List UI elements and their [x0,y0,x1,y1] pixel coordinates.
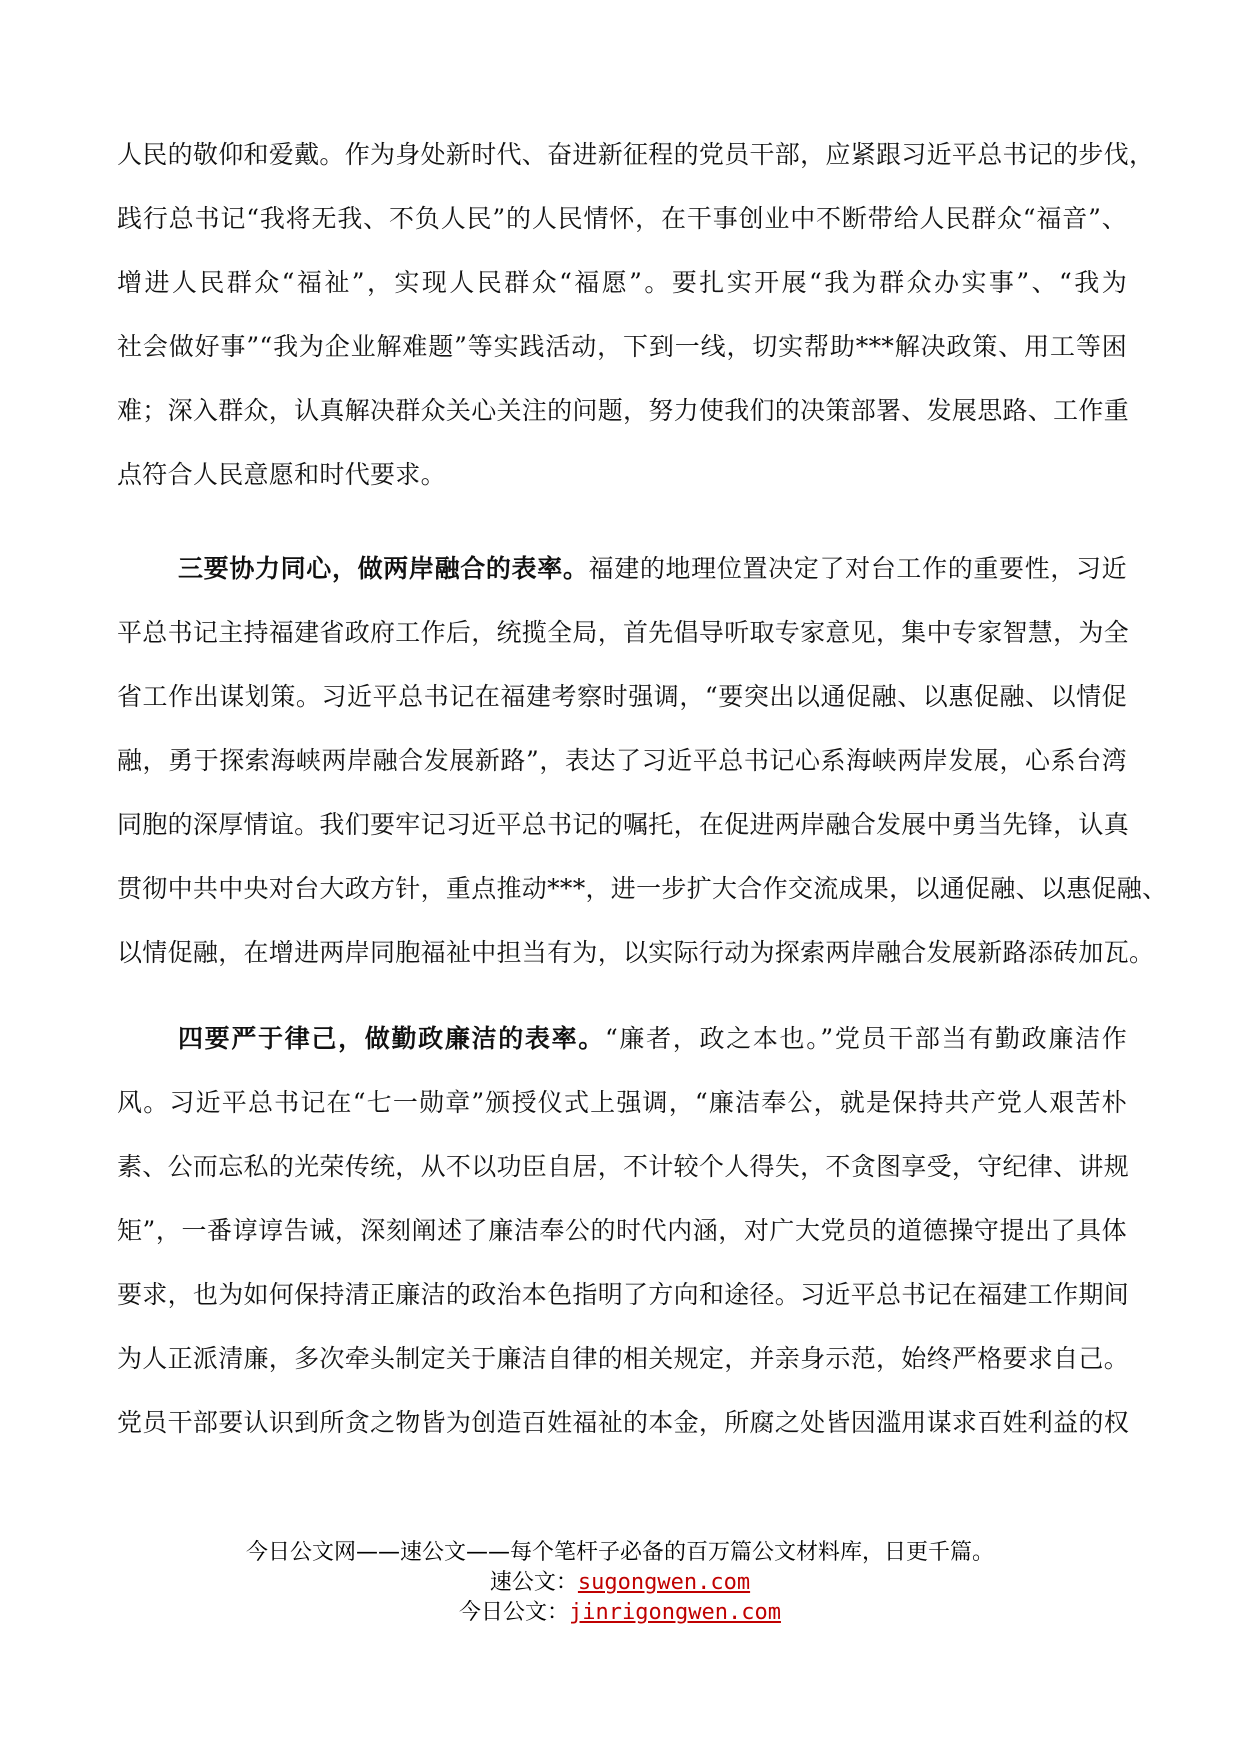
paragraph-3-line-5: 要求，也为如何保持清正廉洁的政治本色指明了方向和途径。习近平总书记在福建工作期间 [117,1280,1130,1309]
paragraph-1-line-3: 增进人民群众“福祉”，实现人民群众“福愿”。要扎实开展“我为群众办实事”、“我为 [117,268,1127,297]
paragraph-3-line-1 [178,1022,1127,1056]
paragraph-1-line-5: 难；深入群众，认真解决群众关心关注的问题，努力使我们的决策部署、发展思路、工作重 [117,396,1130,425]
paragraph-1-line-1: 人民的敬仰和爱戴。作为身处新时代、奋进新征程的党员干部，应紧跟习近平总书记的步伐， [117,140,1155,169]
paragraph-1-line-2: 践行总书记“我将无我、不负人民”的人民情怀，在干事创业中不断带给人民群众“福音”、 [117,204,1127,233]
footer-label-sugongwen: 速公文： [489,1570,578,1595]
paragraph-2-line-3: 省工作出谋划策。习近平总书记在福建考察时强调，“要突出以通促融、以惠促融、以情促 [117,682,1127,711]
footer-line-jinrigongwen [0,1598,1240,1628]
paragraph-2-line-1 [178,552,1127,586]
paragraph-2-line-4: 融，勇于探索海峡两岸融合发展新路”，表达了习近平总书记心系海峡两岸发展，心系台湾 [117,746,1127,775]
footer-line-sugongwen [0,1568,1240,1598]
paragraph-2-first-rest: 福建的地理位置决定了对台工作的重要性，习近 [588,554,1127,583]
footer-link-sugongwen[interactable]: sugongwen.com [577,1570,751,1595]
footer-slogan: 今日公文网——速公文——每个笔杆子必备的百万篇公文材料库，日更千篇。 [245,1540,994,1565]
paragraph-3-line-7: 党员干部要认识到所贪之物皆为创造百姓福祉的本金，所腐之处皆因滥用谋求百姓利益的权 [117,1408,1130,1437]
paragraph-3-line-4: 矩”，一番谆谆告诫，深刻阐述了廉洁奉公的时代内涵，对广大党员的道德操守提出了具体 [117,1216,1127,1245]
footer-label-jinrigongwen: 今日公文： [459,1600,570,1625]
paragraph-3-line-3: 素、公而忘私的光荣传统，从不以功臣自居，不计较个人得失，不贪图享受，守纪律、讲规 [117,1152,1130,1181]
paragraph-3-line-6: 为人正派清廉，多次牵头制定关于廉洁自律的相关规定，并亲身示范，始终严格要求自己。 [117,1344,1130,1373]
footer-link-jinrigongwen[interactable]: jinrigongwen.com [569,1600,781,1625]
paragraph-2-line-6: 贯彻中共中央对台大政方针，重点推动***，进一步扩大合作交流成果，以通促融、以惠促融、 [117,874,1168,903]
paragraph-2-line-5: 同胞的深厚情谊。我们要牢记习近平总书记的嘱托，在促进两岸融合发展中勇当先锋，认真 [117,810,1130,839]
paragraph-1-line-4: 社会做好事”“我为企业解难题”等实践活动，下到一线，切实帮助***解决政策、用工等困 [117,332,1127,361]
paragraph-3-heading: 四要严于律己，做勤政廉洁的表率。 [178,1024,605,1053]
paragraph-2-line-2: 平总书记主持福建省政府工作后，统揽全局，首先倡导听取专家意见，集中专家智慧，为全 [117,618,1130,647]
paragraph-2-line-7: 以情促融，在增进两岸同胞福祉中担当有为，以实际行动为探索两岸融合发展新路添砖加瓦。 [117,938,1155,967]
paragraph-3-first-rest: “廉者，政之本也。”党员干部当有勤政廉洁作 [604,1024,1127,1053]
paragraph-2-heading: 三要协力同心，做两岸融合的表率。 [178,554,589,583]
paragraph-1-line-6: 点符合人民意愿和时代要求。 [117,460,446,489]
paragraph-3-line-2: 风。习近平总书记在“七一勋章”颁授仪式上强调，“廉洁奉公，就是保持共产党人艰苦朴 [117,1088,1127,1117]
